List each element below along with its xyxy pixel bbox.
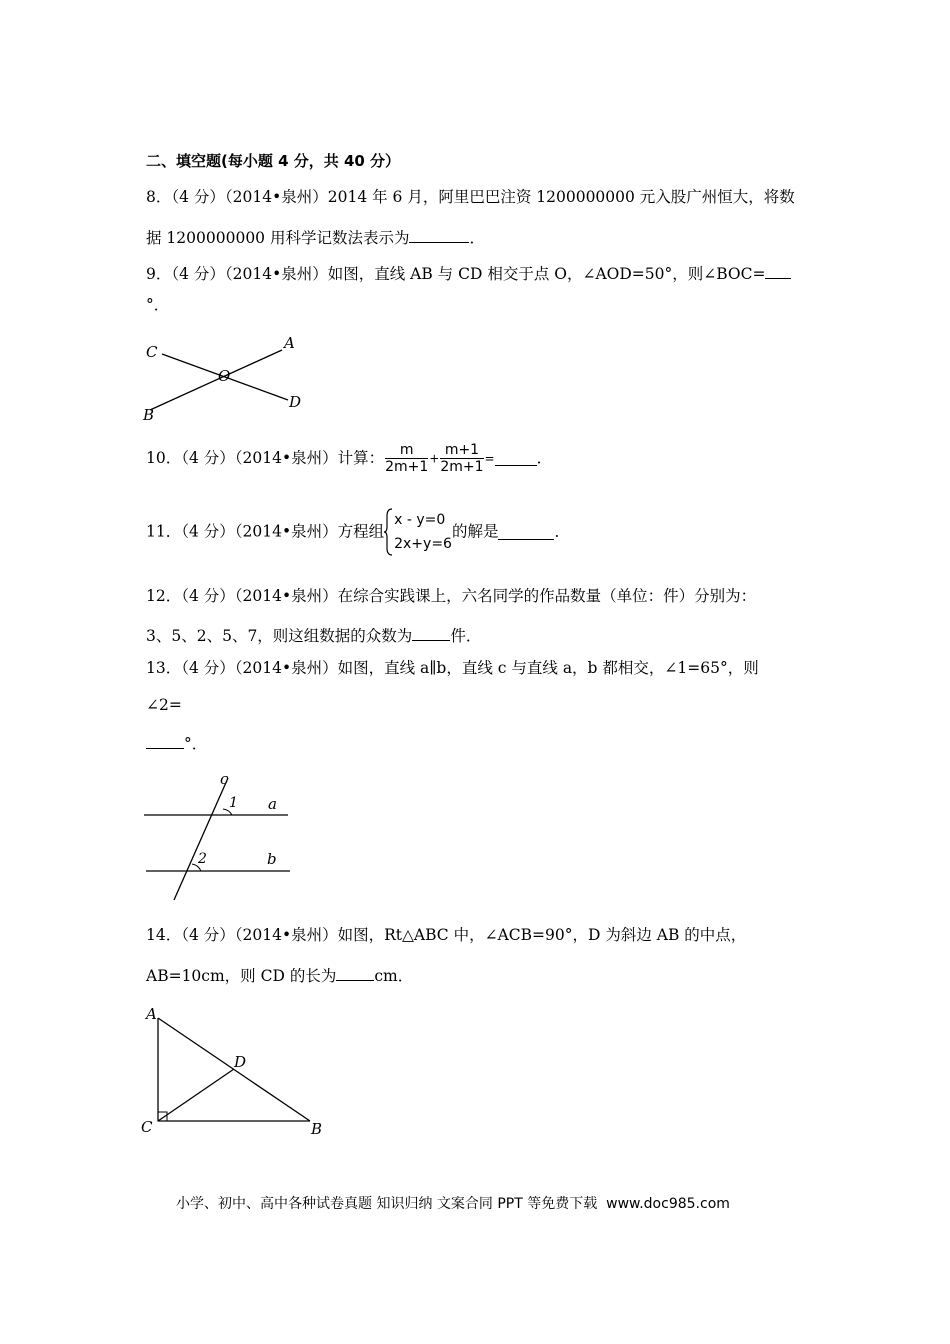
- q14-segment-cd: [158, 1069, 234, 1121]
- section-heading: 二、填空题(每小题 4 分，共 40 分）: [146, 152, 401, 170]
- q14-end: cm．: [374, 967, 414, 985]
- q10-end: ．: [536, 448, 553, 467]
- q12-text: 3、5、2、5、7，则这组数据的众数为: [146, 627, 413, 645]
- q13-label-1: 1: [229, 795, 238, 811]
- q9-label-b: B: [143, 406, 155, 424]
- q14-label-d: D: [234, 1053, 247, 1071]
- q12-line1: 12．（4 分）（2014•泉州）在综合实践课上，六名同学的作品数量（单位：件）分别为：: [146, 587, 757, 605]
- brace-icon: [384, 508, 394, 556]
- q14-line2: [146, 966, 413, 985]
- q9-label-d: D: [289, 393, 302, 411]
- q10-line: [146, 443, 552, 474]
- q11-line: [146, 508, 570, 556]
- q14-label-c: C: [141, 1118, 153, 1136]
- q12-line2: [146, 626, 481, 645]
- q10-frac2-denominator: 2m+1: [440, 459, 484, 475]
- q14-answer-blank: [336, 966, 374, 981]
- footer-text: 小学、初中、高中各种试卷真题 知识归纳 文案合同 PPT 等免费下载: [176, 1196, 598, 1212]
- q11-prefix: 11．（4 分）（2014•泉州）方程组: [146, 522, 385, 541]
- q14-line1: 14．（4 分）（2014•泉州）如图，Rt△ABC 中，∠ACB=90°，D 为斜边 AB 的中点，: [146, 926, 747, 944]
- q9-label-a: A: [284, 334, 295, 352]
- q14-figure-right-triangle: [138, 1000, 328, 1140]
- q13-answer-blank: [146, 734, 184, 749]
- q13-line3: [146, 734, 207, 753]
- q14-text: AB=10cm，则 CD 的长为: [146, 967, 337, 985]
- q10-prefix: 10．（4 分）（2014•泉州）计算：: [146, 448, 385, 467]
- q11-answer-blank: [498, 525, 554, 540]
- q9-line2: °．: [146, 296, 170, 314]
- q12-answer-blank: [412, 626, 450, 641]
- footer-url[interactable]: www.doc985.com: [606, 1196, 730, 1212]
- q14-label-b: B: [311, 1120, 323, 1138]
- q11-suffix: 的解是: [451, 522, 499, 541]
- q10-answer-blank: [495, 451, 537, 466]
- q10-fraction-1: [385, 443, 428, 474]
- q14-label-a: A: [146, 1005, 157, 1023]
- q8-text: 据 1200000000 用科学记数法表示为: [146, 229, 410, 247]
- page-footer: [176, 1193, 730, 1213]
- q11-equation-1: x - y=0: [394, 512, 446, 528]
- q9-answer-blank: [765, 264, 791, 279]
- q8-end: ．: [469, 229, 485, 247]
- q9-line1: [146, 264, 791, 283]
- q13-end: °．: [184, 735, 208, 753]
- q12-end: 件．: [450, 627, 482, 645]
- q13-label-b: b: [267, 850, 277, 868]
- q9-label-c: C: [146, 343, 158, 361]
- q8-line2: [146, 228, 485, 247]
- q13-line-c: [174, 778, 228, 900]
- q9-figure-intersecting-lines: [140, 332, 320, 427]
- q10-frac2-numerator: m+1: [440, 443, 483, 459]
- q10-frac1-numerator: m: [385, 443, 428, 459]
- q8-line1: 8．（4 分）（2014•泉州）2014 年 6 月，阿里巴巴注资 1200000000 元入股广州恒大，将数: [146, 188, 795, 206]
- q10-plus: +: [429, 451, 440, 466]
- q13-line1: 13．（4 分）（2014•泉州）如图，直线 a∥b，直线 c 与直线 a，b 都相交，∠1=65°，则: [146, 659, 759, 677]
- q13-line2: ∠2=: [146, 696, 182, 714]
- q13-label-c: c: [220, 770, 229, 788]
- q10-equals: =: [484, 451, 495, 466]
- q8-answer-blank: [409, 228, 469, 243]
- q13-label-2: 2: [198, 851, 207, 867]
- q11-end: ．: [554, 522, 570, 541]
- q10-fraction-2: [440, 443, 483, 474]
- q9-line-ab: [150, 350, 282, 410]
- q11-equation-2: 2x+y=6: [394, 536, 452, 552]
- q9-text: 9．（4 分）（2014•泉州）如图，直线 AB 与 CD 相交于点 O，∠AOD=50°，则∠BOC=: [146, 265, 766, 283]
- q13-figure-parallel-lines: [140, 768, 300, 904]
- q10-frac1-denominator: 2m+1: [385, 459, 429, 475]
- q11-equation-system: [384, 508, 452, 556]
- q13-label-a: a: [268, 795, 277, 813]
- q9-label-o: O: [218, 367, 231, 385]
